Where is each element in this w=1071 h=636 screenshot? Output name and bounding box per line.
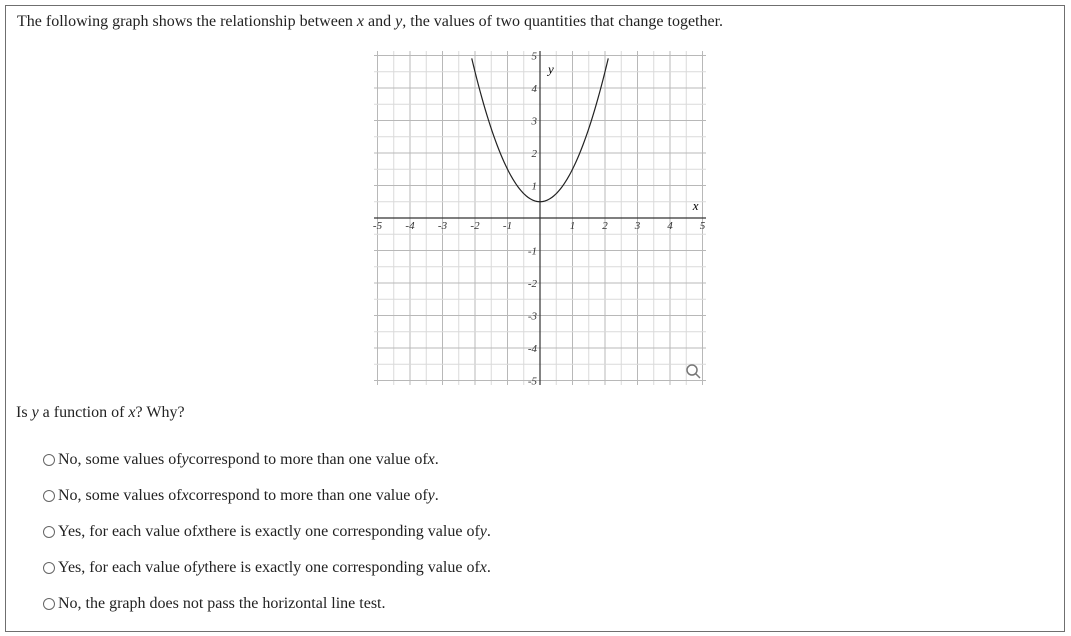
option-1[interactable]: No, some values of y correspond to more than one value of x . — [43, 442, 491, 478]
x-tick-label: 3 — [634, 220, 641, 232]
radio-icon[interactable] — [43, 526, 55, 538]
coordinate-graph — [372, 50, 706, 388]
x-tick-label: -2 — [470, 220, 480, 232]
answer-options — [43, 442, 491, 622]
x-tick-label: 1 — [569, 220, 576, 232]
y-tick-label: 3 — [531, 115, 537, 128]
x-tick-label: -1 — [502, 220, 513, 232]
y-tick-label: 2 — [531, 148, 537, 160]
x-tick-label: 2 — [602, 220, 608, 232]
x-axis-label: x — [692, 198, 699, 213]
option-5[interactable]: No, the graph does not pass the horizontal line test. — [43, 586, 491, 622]
radio-icon[interactable] — [43, 598, 55, 610]
x-tick-label: -5 — [372, 220, 383, 232]
y-tick-label: 1 — [531, 180, 537, 193]
graph-axes — [374, 51, 706, 385]
y-tick-label: -4 — [527, 343, 537, 355]
y-tick-label: 5 — [531, 50, 537, 63]
y-tick-label: -5 — [527, 375, 537, 388]
option-2[interactable]: No, some values of x correspond to more than one value of y . — [43, 478, 491, 514]
radio-icon[interactable] — [43, 562, 55, 574]
radio-icon[interactable] — [43, 490, 55, 502]
y-tick-label: -2 — [527, 278, 537, 290]
y-tick-label: 4 — [531, 83, 537, 95]
y-axis-label: y — [548, 61, 554, 77]
x-tick-label: 4 — [667, 220, 673, 232]
option-4[interactable]: Yes, for each value of y there is exactly one corresponding value of x . — [43, 550, 491, 586]
question-text: Is y a function of x? Why? — [16, 404, 185, 421]
y-tick-label: -1 — [527, 245, 537, 258]
option-3[interactable]: Yes, for each value of x there is exactly one corresponding value of y . — [43, 514, 491, 550]
tick-labels — [373, 51, 706, 388]
magnifier-icon[interactable] — [687, 365, 700, 378]
x-tick-label: -4 — [405, 220, 415, 232]
x-tick-label: 5 — [699, 220, 706, 232]
question-prompt: The following graph shows the relationship between x and y, the values of two quantities that change together. — [17, 13, 724, 30]
x-tick-label: -3 — [437, 220, 448, 232]
y-tick-label: -3 — [527, 310, 537, 323]
var-x: x — [356, 13, 365, 30]
radio-icon[interactable] — [43, 454, 55, 466]
question-card — [5, 5, 1065, 632]
var-y: y — [395, 13, 403, 30]
